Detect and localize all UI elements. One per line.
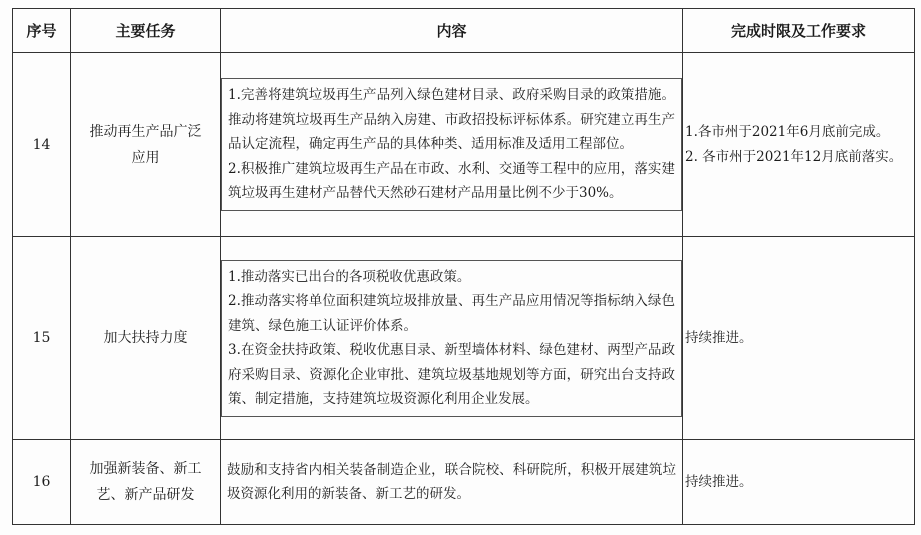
content-paragraph: 1.完善将建筑垃圾再生产品列入绿色建材目录、政府采购目录的政策措施。推动将建筑垃圾再生产品纳入房建、市政招投标评标体系。研究建立再生产品认定流程，确定再生产品的具体种类、适用标准及适用工程部位。 [228, 87, 675, 153]
header-requirement: 完成时限及工作要求 [683, 9, 915, 53]
task-cell [71, 53, 221, 237]
requirement-paragraph: 持续推进。 [685, 473, 753, 490]
task-table [12, 8, 915, 525]
content-paragraph: 鼓励和支持省内相关装备制造企业，联合院校、科研院所，积极开展建筑垃圾资源化利用的新装备、新工艺的研发。 [227, 461, 676, 502]
content-paragraph: 3.在资金扶持政策、税收优惠目录、新型墙体材料、绿色建材、两型产品政府采购目录、资源化企业审批、建筑垃圾基地规划等方面，研究出台支持政策、制定措施，支持建筑垃圾资源化利用企业发展。 [228, 342, 675, 407]
table-row [13, 237, 915, 440]
content-paragraph: 2.积极推广建筑垃圾再生产品在市政、水利、交通等工程中的应用，落实建筑垃圾再生建材产品替代天然砂石建材产品用量比例不少于30%。 [228, 160, 675, 202]
table-header-row [13, 9, 915, 53]
requirement-text [683, 326, 914, 351]
row-number: 15 [13, 237, 71, 440]
task-cell [71, 440, 221, 525]
row-number: 14 [13, 53, 71, 237]
content-paragraph: 2.推动落实将单位面积建筑垃圾排放量、再生产品应用情况等指标纳入绿色建筑、绿色施工认证评价体系。 [228, 293, 675, 334]
requirement-paragraph: 2. 各市州于2021年12月底前落实。 [685, 148, 903, 165]
header-task: 主要任务 [71, 9, 221, 53]
requirement-text [683, 120, 914, 169]
content-box [221, 78, 682, 211]
content-cell [221, 440, 683, 525]
task-name: 加强新装备、新工艺、新产品研发 [89, 461, 202, 503]
requirement-cell [683, 53, 915, 237]
task-name: 加大扶持力度 [103, 330, 188, 346]
content-box [221, 260, 682, 417]
task-name: 推动再生产品广泛应用 [89, 123, 202, 166]
content-box [221, 454, 682, 511]
content-paragraph: 1.推动落实已出台的各项税收优惠政策。 [228, 268, 471, 285]
row-number: 16 [13, 440, 71, 525]
task-cell [71, 237, 221, 440]
requirement-cell [683, 440, 915, 525]
requirement-cell [683, 237, 915, 440]
table-row [13, 53, 915, 237]
requirement-text [683, 470, 914, 495]
content-cell [221, 53, 683, 237]
header-content: 内容 [221, 9, 683, 53]
table-row [13, 440, 915, 525]
header-no: 序号 [13, 9, 71, 53]
content-cell [221, 237, 683, 440]
requirement-paragraph: 1.各市州于2021年6月底前完成。 [685, 124, 890, 140]
requirement-paragraph: 持续推进。 [685, 329, 753, 346]
